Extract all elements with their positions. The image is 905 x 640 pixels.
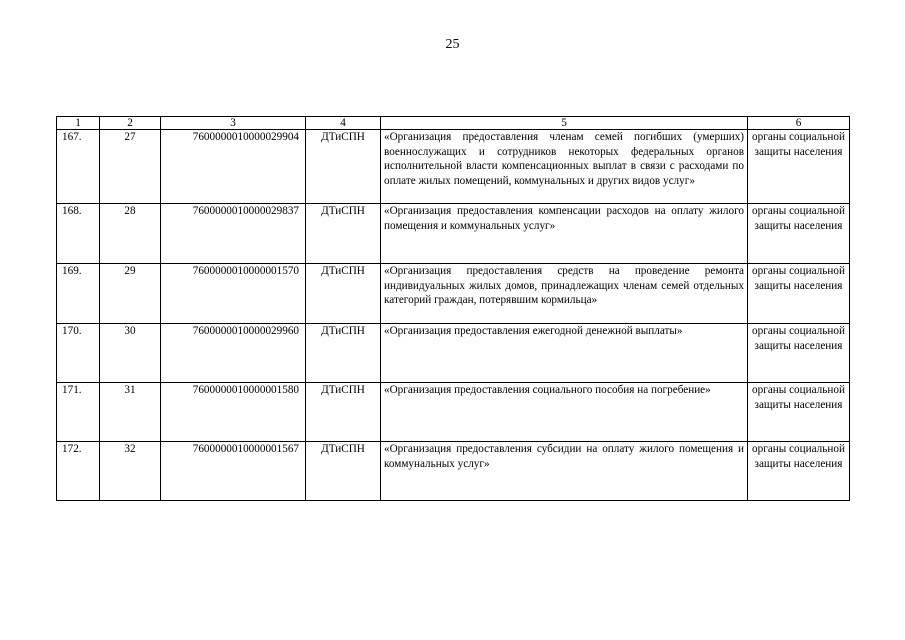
responsible-body: органы социальной защиты населения <box>748 383 850 442</box>
row-subnumber: 32 <box>100 442 161 501</box>
service-code: 7600000010000001567 <box>161 442 306 501</box>
row-number: 169. <box>57 264 100 324</box>
column-header-5: 5 <box>381 117 748 130</box>
department: ДТиСПН <box>306 383 381 442</box>
column-header-4: 4 <box>306 117 381 130</box>
responsible-body: органы социальной защиты населения <box>748 264 850 324</box>
header-row <box>57 117 850 130</box>
page-number: 25 <box>445 37 460 52</box>
table-row <box>57 264 850 324</box>
table-row <box>57 383 850 442</box>
row-number: 167. <box>57 130 100 204</box>
service-name: «Организация предоставления социального пособия на погребение» <box>381 383 748 442</box>
row-number: 170. <box>57 324 100 383</box>
row-subnumber: 28 <box>100 204 161 264</box>
table-row <box>57 204 850 264</box>
column-header-3: 3 <box>161 117 306 130</box>
row-number: 168. <box>57 204 100 264</box>
department: ДТиСПН <box>306 130 381 204</box>
service-name: «Организация предоставления средств на проведение ремонта индивидуальных жилых домов, принадлежащих членам семей отдельных категорий граждан, потерявшим кормильца» <box>381 264 748 324</box>
column-header-1: 1 <box>57 117 100 130</box>
department: ДТиСПН <box>306 442 381 501</box>
row-number: 171. <box>57 383 100 442</box>
service-name: «Организация предоставления членам семей погибших (умерших) военнослужащих и сотрудников некоторых федеральных органов исполнительной власти компенсационных выплат в связи с расходами по оплате жилых помещений, коммунальных и других видов услуг» <box>381 130 748 204</box>
row-subnumber: 31 <box>100 383 161 442</box>
row-subnumber: 29 <box>100 264 161 324</box>
services-register-table <box>56 116 850 501</box>
service-code: 7600000010000001570 <box>161 264 306 324</box>
responsible-body: органы социальной защиты населения <box>748 442 850 501</box>
department: ДТиСПН <box>306 204 381 264</box>
row-number: 172. <box>57 442 100 501</box>
table-header <box>57 117 850 130</box>
service-code: 7600000010000001580 <box>161 383 306 442</box>
row-subnumber: 27 <box>100 130 161 204</box>
responsible-body: органы социальной защиты населения <box>748 130 850 204</box>
service-code: 7600000010000029837 <box>161 204 306 264</box>
service-name: «Организация предоставления субсидии на оплату жилого помещения и коммунальных услуг» <box>381 442 748 501</box>
table-row <box>57 324 850 383</box>
row-subnumber: 30 <box>100 324 161 383</box>
department: ДТиСПН <box>306 264 381 324</box>
responsible-body: органы социальной защиты населения <box>748 324 850 383</box>
table-row <box>57 442 850 501</box>
table-row <box>57 130 850 204</box>
service-code: 7600000010000029904 <box>161 130 306 204</box>
service-code: 7600000010000029960 <box>161 324 306 383</box>
department: ДТиСПН <box>306 324 381 383</box>
column-header-2: 2 <box>100 117 161 130</box>
table-body <box>57 130 850 501</box>
service-name: «Организация предоставления ежегодной денежной выплаты» <box>381 324 748 383</box>
service-name: «Организация предоставления компенсации расходов на оплату жилого помещения и коммунальных услуг» <box>381 204 748 264</box>
column-header-6: 6 <box>748 117 850 130</box>
responsible-body: органы социальной защиты населения <box>748 204 850 264</box>
